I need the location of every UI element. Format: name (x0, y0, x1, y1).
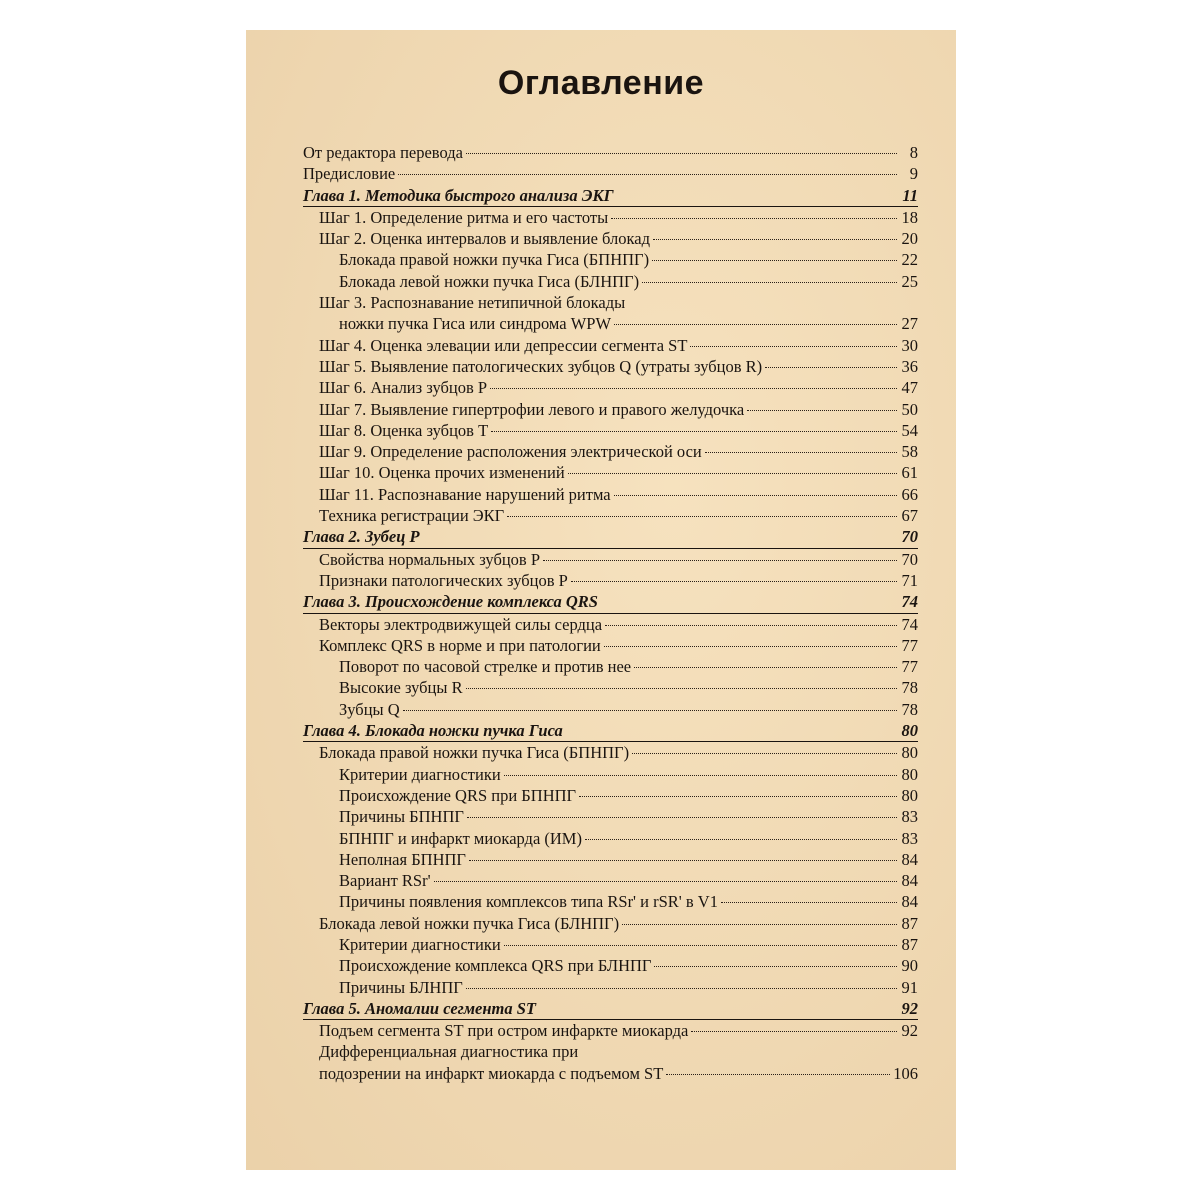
dot-leader (571, 581, 897, 582)
entry-page-number: 90 (901, 956, 918, 976)
dot-leader (585, 839, 897, 840)
entry-title: БПНПГ и инфаркт миокарда (ИМ) (339, 828, 582, 848)
dot-leader (614, 324, 897, 325)
table-of-contents (303, 142, 918, 1084)
toc-entry (303, 785, 918, 806)
dot-leader (604, 646, 897, 647)
toc-chapter (303, 185, 918, 207)
toc-entry (303, 441, 918, 462)
entry-title: Блокада левой ножки пучка Гиса (БЛНПГ) (339, 271, 640, 291)
entry-title: подозрении на инфаркт миокарда с подъемом ST (319, 1063, 664, 1083)
entry-page-number: 87 (901, 913, 918, 933)
toc-entry (303, 656, 918, 677)
entry-title: ножки пучка Гиса или синдрома WPW (339, 314, 612, 334)
entry-page-number: 36 (901, 356, 918, 376)
toc-entry (303, 699, 918, 720)
dot-leader (654, 966, 897, 967)
entry-page-number: 30 (901, 335, 918, 355)
dot-leader (721, 902, 897, 903)
entry-title: Признаки патологических зубцов Р (319, 570, 568, 590)
entry-page-number: 80 (901, 721, 918, 741)
toc-entry (303, 462, 918, 483)
entry-title: Шаг 9. Определение расположения электрической оси (319, 442, 702, 462)
toc-entry (303, 870, 918, 891)
entry-title: Причины появления комплексов типа RSr' и rSR' в V1 (339, 892, 718, 912)
entry-title: Неполная БПНПГ (339, 849, 466, 869)
toc-entry (303, 635, 918, 656)
entry-title: Шаг 11. Распознавание нарушений ритма (319, 484, 611, 504)
toc-entry (303, 484, 918, 505)
entry-title: Шаг 3. Распознавание нетипичной блокады (319, 293, 626, 313)
entry-page-number: 84 (901, 871, 918, 891)
entry-title: Шаг 10. Оценка прочих изменений (319, 463, 565, 483)
toc-entry (303, 356, 918, 377)
toc-entry (303, 1063, 918, 1084)
entry-title: Векторы электродвижущей силы сердца (319, 614, 603, 634)
entry-title: Подъем сегмента ST при остром инфаркте миокарда (319, 1021, 689, 1041)
entry-title: Свойства нормальных зубцов Р (319, 549, 541, 569)
toc-entry (303, 891, 918, 912)
entry-title: Шаг 4. Оценка элевации или депрессии сегмента ST (319, 335, 688, 355)
toc-entry (303, 849, 918, 870)
entry-title: Зубцы Q (339, 699, 400, 719)
entry-title: Высокие зубцы R (339, 678, 463, 698)
dot-leader (632, 753, 897, 754)
entry-page-number: 22 (901, 250, 918, 270)
toc-entry (303, 764, 918, 785)
entry-title: Происхождение комплекса QRS при БЛНПГ (339, 956, 652, 976)
entry-page-number: 11 (902, 185, 918, 205)
dot-leader (653, 239, 897, 240)
toc-chapter (303, 591, 918, 613)
entry-page-number: 8 (909, 143, 918, 162)
entry-page-number: 71 (901, 570, 918, 590)
entry-page-number: 20 (901, 229, 918, 249)
dot-leader (467, 817, 897, 818)
dot-leader (614, 495, 897, 496)
toc-entry (303, 142, 918, 163)
dot-leader (490, 388, 897, 389)
entry-page-number: 25 (901, 271, 918, 291)
dot-leader (504, 775, 897, 776)
entry-page-number: 27 (901, 314, 918, 334)
entry-page-number: 83 (901, 828, 918, 848)
entry-title: Глава 2. Зубец Р (303, 527, 420, 547)
entry-page-number: 83 (901, 807, 918, 827)
dot-leader (579, 796, 897, 797)
toc-entry (303, 228, 918, 249)
dot-leader (507, 516, 897, 517)
entry-page-number: 70 (901, 527, 918, 547)
entry-page-number: 78 (901, 699, 918, 719)
entry-title: От редактора перевода (303, 143, 463, 162)
entry-page-number: 92 (901, 1021, 918, 1041)
toc-entry (303, 977, 918, 998)
entry-page-number: 58 (901, 442, 918, 462)
entry-title: Комплекс QRS в норме и при патологии (319, 635, 601, 655)
toc-entry (303, 742, 918, 763)
entry-title: Критерии диагностики (339, 764, 501, 784)
entry-page-number: 92 (901, 998, 918, 1018)
entry-page-number: 67 (901, 506, 918, 526)
entry-title: Глава 4. Блокада ножки пучка Гиса (303, 721, 563, 741)
toc-entry (303, 614, 918, 635)
dot-leader (705, 452, 897, 453)
dot-leader (622, 924, 897, 925)
entry-title: Блокада правой ножки пучка Гиса (БПНПГ) (319, 743, 630, 763)
entry-title: Критерии диагностики (339, 934, 501, 954)
dot-leader (690, 346, 897, 347)
dot-leader (568, 473, 897, 474)
toc-entry (303, 271, 918, 292)
dot-leader (469, 860, 897, 861)
entry-title: Техника регистрации ЭКГ (319, 506, 505, 526)
entry-title: Шаг 7. Выявление гипертрофии левого и правого желудочка (319, 399, 745, 419)
dot-leader (466, 988, 897, 989)
dot-leader (652, 260, 897, 261)
entry-title: Глава 3. Происхождение комплекса QRS (303, 592, 598, 612)
entry-page-number: 84 (901, 849, 918, 869)
dot-leader (691, 1031, 897, 1032)
toc-entry (303, 1041, 918, 1062)
entry-title: Причины БПНПГ (339, 807, 464, 827)
dot-leader (398, 174, 897, 175)
dot-leader (434, 881, 897, 882)
toc-entry (303, 955, 918, 976)
entry-title: Блокада правой ножки пучка Гиса (БПНПГ) (339, 250, 650, 270)
entry-page-number: 18 (901, 207, 918, 227)
entry-title: Дифференциальная диагностика при (319, 1042, 579, 1062)
toc-entry (303, 1020, 918, 1041)
entry-title: Шаг 6. Анализ зубцов Р (319, 378, 488, 398)
dot-leader (605, 625, 897, 626)
dot-leader (504, 945, 897, 946)
entry-page-number: 91 (901, 977, 918, 997)
entry-title: Происхождение QRS при БПНПГ (339, 785, 577, 805)
toc-entry (303, 313, 918, 334)
entry-page-number: 61 (901, 463, 918, 483)
dot-leader (466, 688, 897, 689)
entry-page-number: 106 (893, 1063, 918, 1083)
entry-page-number: 74 (901, 614, 918, 634)
toc-entry (303, 913, 918, 934)
entry-page-number: 9 (909, 164, 918, 184)
dot-leader (634, 667, 897, 668)
entry-page-number: 50 (901, 399, 918, 419)
dot-leader (543, 560, 897, 561)
toc-entry (303, 420, 918, 441)
entry-page-number: 80 (901, 743, 918, 763)
toc-entry (303, 677, 918, 698)
entry-title: Шаг 2. Оценка интервалов и выявление блокад (319, 229, 650, 249)
entry-page-number: 70 (901, 549, 918, 569)
toc-entry (303, 335, 918, 356)
entry-page-number: 66 (901, 484, 918, 504)
toc-entry (303, 505, 918, 526)
dot-leader (466, 153, 897, 154)
entry-title: Шаг 1. Определение ритма и его частоты (319, 207, 609, 227)
entry-title: Шаг 8. Оценка зубцов Т (319, 420, 489, 440)
entry-title: Шаг 5. Выявление патологических зубцов Q (утраты зубцов R) (319, 356, 763, 376)
toc-entry (303, 570, 918, 591)
dot-leader (403, 710, 897, 711)
entry-page-number: 78 (901, 678, 918, 698)
dot-leader (747, 410, 897, 411)
entry-page-number: 74 (901, 592, 918, 612)
entry-page-number: 77 (901, 657, 918, 677)
entry-title: Предисловие (303, 164, 396, 184)
entry-page-number: 87 (901, 934, 918, 954)
toc-entry (303, 377, 918, 398)
toc-chapter (303, 526, 918, 548)
toc-entry (303, 828, 918, 849)
toc-entry (303, 292, 918, 313)
toc-chapter (303, 720, 918, 742)
toc-entry (303, 163, 918, 184)
entry-title: Поворот по часовой стрелке и против нее (339, 657, 632, 677)
entry-page-number: 47 (901, 378, 918, 398)
entry-title: Причины БЛНПГ (339, 977, 463, 997)
entry-title: Глава 1. Методика быстрого анализа ЭКГ (303, 185, 614, 205)
entry-page-number: 54 (901, 420, 918, 440)
dot-leader (642, 282, 897, 283)
entry-title: Блокада левой ножки пучка Гиса (БЛНПГ) (319, 913, 620, 933)
toc-entry (303, 399, 918, 420)
page-title: Оглавление (497, 64, 705, 102)
dot-leader (611, 218, 897, 219)
dot-leader (491, 431, 897, 432)
toc-entry (303, 249, 918, 270)
entry-page-number: 77 (901, 635, 918, 655)
toc-chapter (303, 998, 918, 1020)
dot-leader (666, 1074, 890, 1075)
toc-entry (303, 207, 918, 228)
entry-title: Глава 5. Аномалии сегмента ST (303, 998, 536, 1018)
toc-entry (303, 934, 918, 955)
toc-entry (303, 806, 918, 827)
book-page (246, 30, 956, 1170)
entry-page-number: 80 (901, 764, 918, 784)
entry-page-number: 84 (901, 892, 918, 912)
entry-page-number: 80 (901, 785, 918, 805)
dot-leader (765, 367, 897, 368)
entry-title: Вариант RSr' (339, 871, 431, 891)
toc-entry (303, 549, 918, 570)
